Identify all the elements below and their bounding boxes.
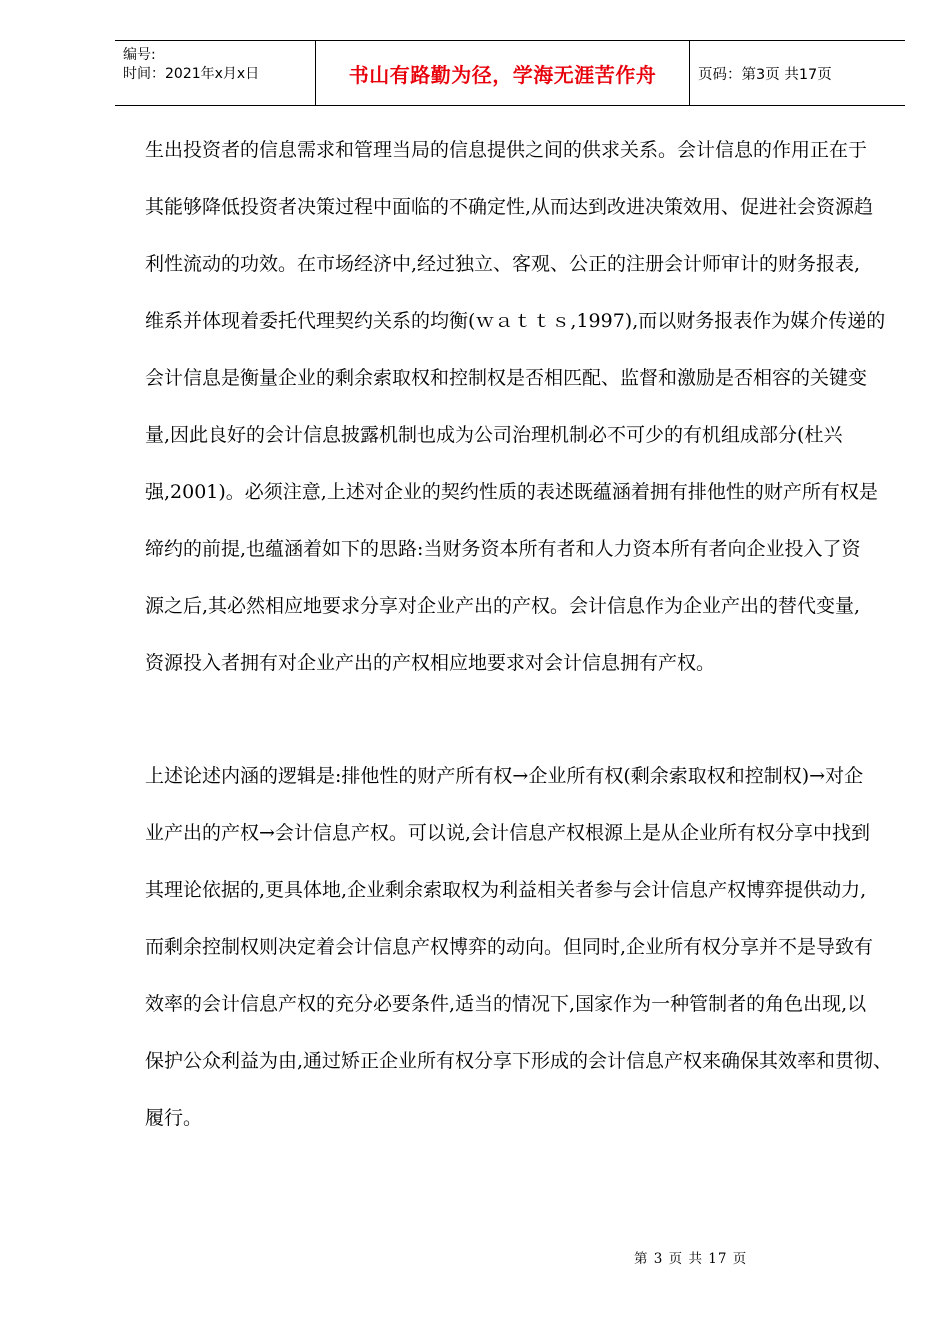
paragraph-line: 缔约的前提,也蕴涵着如下的思路:当财务资本所有者和人力资本所有者向企业投入了资 (145, 538, 861, 560)
document-time-label: 时间：2021年x月x日 (123, 66, 260, 82)
paragraph-line: 强,2001)。必须注意,上述对企业的契约性质的表述既蕴涵着拥有排他性的财产所有权是 (145, 481, 878, 503)
paragraph-line: 量,因此良好的会计信息披露机制也成为公司治理机制必不可少的有机组成部分(杜兴 (145, 424, 843, 446)
paragraph-line: 利性流动的功效。在市场经济中,经过独立、客观、公正的注册会计师审计的财务报表, (145, 253, 861, 275)
paragraph-line: 会计信息是衡量企业的剩余索取权和控制权是否相匹配、监督和激励是否相容的关键变 (145, 367, 868, 389)
paragraph-spacer (145, 705, 905, 761)
document-number-label: 编号: (123, 47, 156, 63)
paragraph-line: 资源投入者拥有对企业产出的产权相应地要求对会计信息拥有产权。 (145, 652, 716, 674)
paragraph-line: 生出投资者的信息需求和管理当局的信息提供之间的供求关系。会计信息的作用正在于 (145, 139, 868, 161)
paragraph-line: 效率的会计信息产权的充分必要条件,适当的情况下,国家作为一种管制者的角色出现,以 (145, 993, 867, 1015)
header-motto: 书山有路勤为径，学海无涯苦作舟 (348, 62, 657, 87)
paragraph-line: 源之后,其必然相应地要求分享对企业产出的产权。会计信息作为企业产出的替代变量, (145, 595, 861, 617)
paragraph-line: 保护公众利益为由,通过矫正企业所有权分享下形成的会计信息产权来确保其效率和贯彻、 (145, 1050, 893, 1072)
page-header (115, 40, 905, 106)
paragraph-line: 其能够降低投资者决策过程中面临的不确定性,从而达到改进决策效用、促进社会资源趋 (145, 196, 874, 218)
header-meta-cell (115, 41, 316, 105)
header-motto-cell (316, 41, 690, 105)
paragraph-line: 履行。 (145, 1107, 203, 1129)
header-page-info: 页码：第3页 共17页 (698, 66, 832, 83)
paragraph-1 (145, 135, 905, 705)
paragraph-line: 而剩余控制权则决定着会计信息产权博弈的动向。但同时,企业所有权分享并不是导致有 (145, 936, 874, 958)
paragraph-2 (145, 761, 905, 1160)
paragraph-line: 上述论述内涵的逻辑是:排他性的财产所有权→企业所有权(剩余索取权和控制权)→对企 (145, 765, 864, 787)
page-footer: 第 3 页 共 17 页 (634, 1251, 748, 1267)
document-body (145, 135, 905, 1160)
paragraph-line: 业产出的产权→会计信息产权。可以说,会计信息产权根源上是从企业所有权分享中找到 (145, 822, 870, 844)
header-page-cell (690, 41, 905, 105)
paragraph-line: 维系并体现着委托代理契约关系的均衡(ｗａｔｔｓ,1997),而以财务报表作为媒介传递的 (145, 310, 886, 332)
paragraph-line: 其理论依据的,更具体地,企业剩余索取权为利益相关者参与会计信息产权博弈提供动力, (145, 879, 867, 901)
